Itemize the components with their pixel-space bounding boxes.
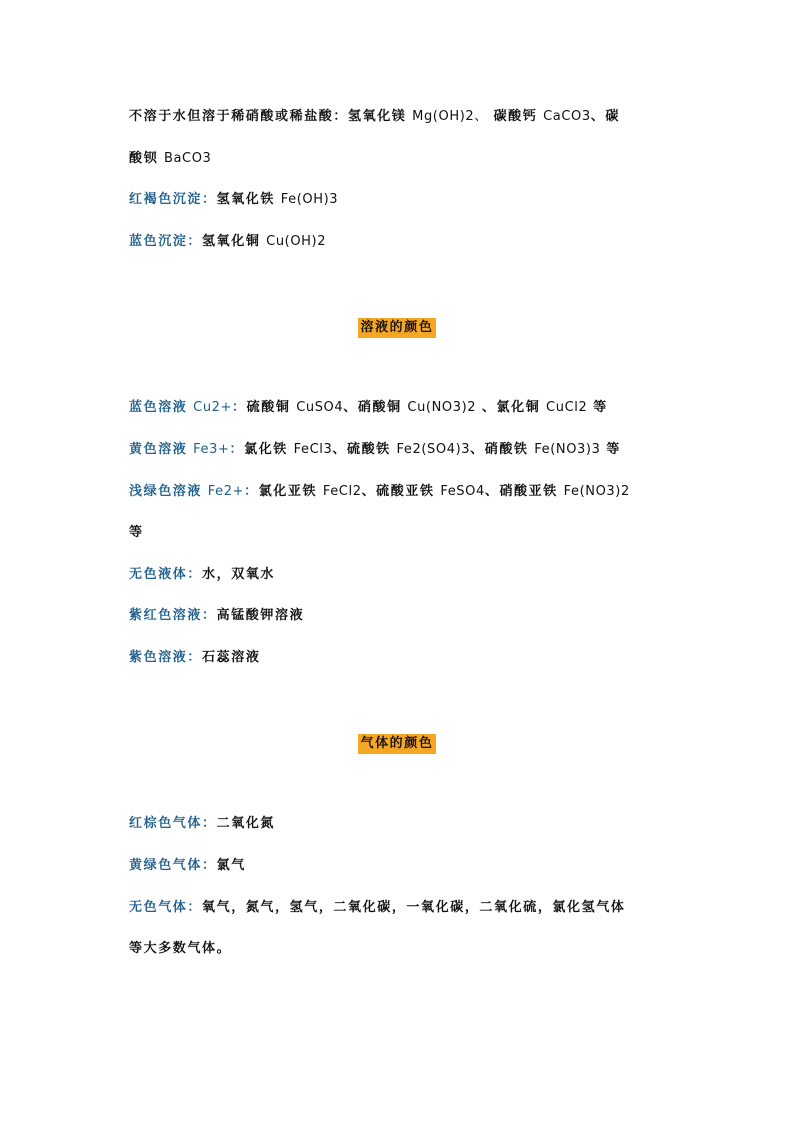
formula-cuno32: Cu(NO3)2 [407,400,477,415]
purple-red-solution-text: 高锰酸钾溶液 [216,608,305,623]
yellow-green-gas-label: 黄绿色气体： [129,858,217,873]
light-green-solution-line [129,483,674,501]
formula-feso4: FeSO4 [440,484,485,499]
baco3-name-end: 酸钡 [129,151,159,166]
insoluble-line-1 [129,108,674,126]
baco3-name-start: 、碳 [590,109,620,124]
yellow-solution-colon: ： [229,442,245,457]
formula-fe2so43: Fe2(SO4)3 [396,442,471,457]
formula-feno32: Fe(NO3)2 [563,484,630,499]
caco3-name: 碳酸钙 [493,109,538,124]
colorless-liquid-label: 无色液体： [129,567,203,582]
solution-color-heading [0,316,794,338]
red-brown-precipitate-line [129,191,674,209]
light-green-solution-label: 浅绿色溶液 [129,484,203,499]
solution-color-heading-text: 溶液的颜色 [358,318,435,338]
purple-solution-label: 紫色溶液： [129,650,203,665]
formula-fecl2: FeCl2 [322,484,362,499]
red-brown-gas-text: 二氧化氮 [216,816,276,831]
formula-caco3: CaCO3 [543,109,591,124]
blue-solution-colon: ： [232,400,247,415]
purple-red-solution-label: 紫红色溶液： [129,608,217,623]
colorless-gas-line-2 [129,940,674,958]
etc-text: 等 [606,442,621,457]
ion-fe3: Fe3+ [193,442,230,457]
ion-cu2: Cu2+ [193,400,233,415]
feno33-name: 、硝酸铁 [470,442,529,457]
gas-color-heading [0,732,794,754]
yellow-green-gas-line [129,857,674,875]
red-brown-gas-line [129,815,674,833]
purple-solution-line [129,649,674,667]
colorless-liquid-text: 水，双氧水 [202,567,276,582]
purple-solution-text: 石蕊溶液 [202,650,261,665]
colorless-gas-label: 无色气体： [129,900,203,915]
feso4-name: 、硫酸亚铁 [361,484,435,499]
formula-cucl2: CuCl2 [546,400,588,415]
formula-cuoh2: Cu(OH)2 [266,234,327,249]
formula-feno33: Fe(NO3)3 [534,442,601,457]
yellow-solution-label: 黄色溶液 [129,442,188,457]
blue-precipitate-line [129,233,674,251]
cucl2-name: 、氯化铜 [481,400,541,415]
cuno32-name: 、硝酸铜 [343,400,402,415]
blue-solution-label: 蓝色溶液 [129,400,188,415]
yellow-green-gas-text: 氯气 [216,858,246,873]
light-green-solution-colon: ： [244,484,259,499]
fecl2-name: 氯化亚铁 [258,484,318,499]
colorless-gas-line [129,899,674,917]
purple-red-solution-line [129,607,674,625]
formula-feoh3: Fe(OH)3 [280,192,339,207]
formula-baco3: BaCO3 [163,151,212,166]
formula-mgoh2: Mg(OH)2、 [412,109,488,124]
etc-text: 等 [593,400,608,415]
colorless-gas-text: 氧气，氮气，氢气，二氧化碳，一氧化碳，二氧化硫，氯化氢气体 [202,900,626,915]
feno32-name: 、硝酸亚铁 [484,484,558,499]
colorless-gas-text-2: 等大多数气体。 [129,941,232,956]
blue-precipitate-text: 氢氧化铜 [202,234,261,249]
insoluble-text: 不溶于水但溶于稀硝酸或稀盐酸：氢氧化镁 [129,109,407,124]
cuso4-name: 硫酸铜 [246,400,291,415]
ion-fe2: Fe2+ [207,484,245,499]
light-green-solution-line-2 [129,524,674,542]
red-brown-gas-label: 红棕色气体： [129,816,217,831]
colorless-liquid-line [129,566,674,584]
formula-fecl3: FeCl3 [293,442,333,457]
etc-text: 等 [129,525,144,540]
yellow-solution-line [129,441,674,459]
blue-precipitate-label: 蓝色沉淀： [129,234,203,249]
fe2so43-name: 、硫酸铁 [332,442,391,457]
formula-cuso4: CuSO4 [296,400,344,415]
red-brown-precipitate-label: 红褐色沉淀： [129,192,217,207]
insoluble-line-2 [129,150,674,168]
fecl3-name: 氯化铁 [244,442,288,457]
blue-solution-line [129,399,674,417]
red-brown-precipitate-text: 氢氧化铁 [216,192,276,207]
gas-color-heading-text: 气体的颜色 [358,734,435,754]
